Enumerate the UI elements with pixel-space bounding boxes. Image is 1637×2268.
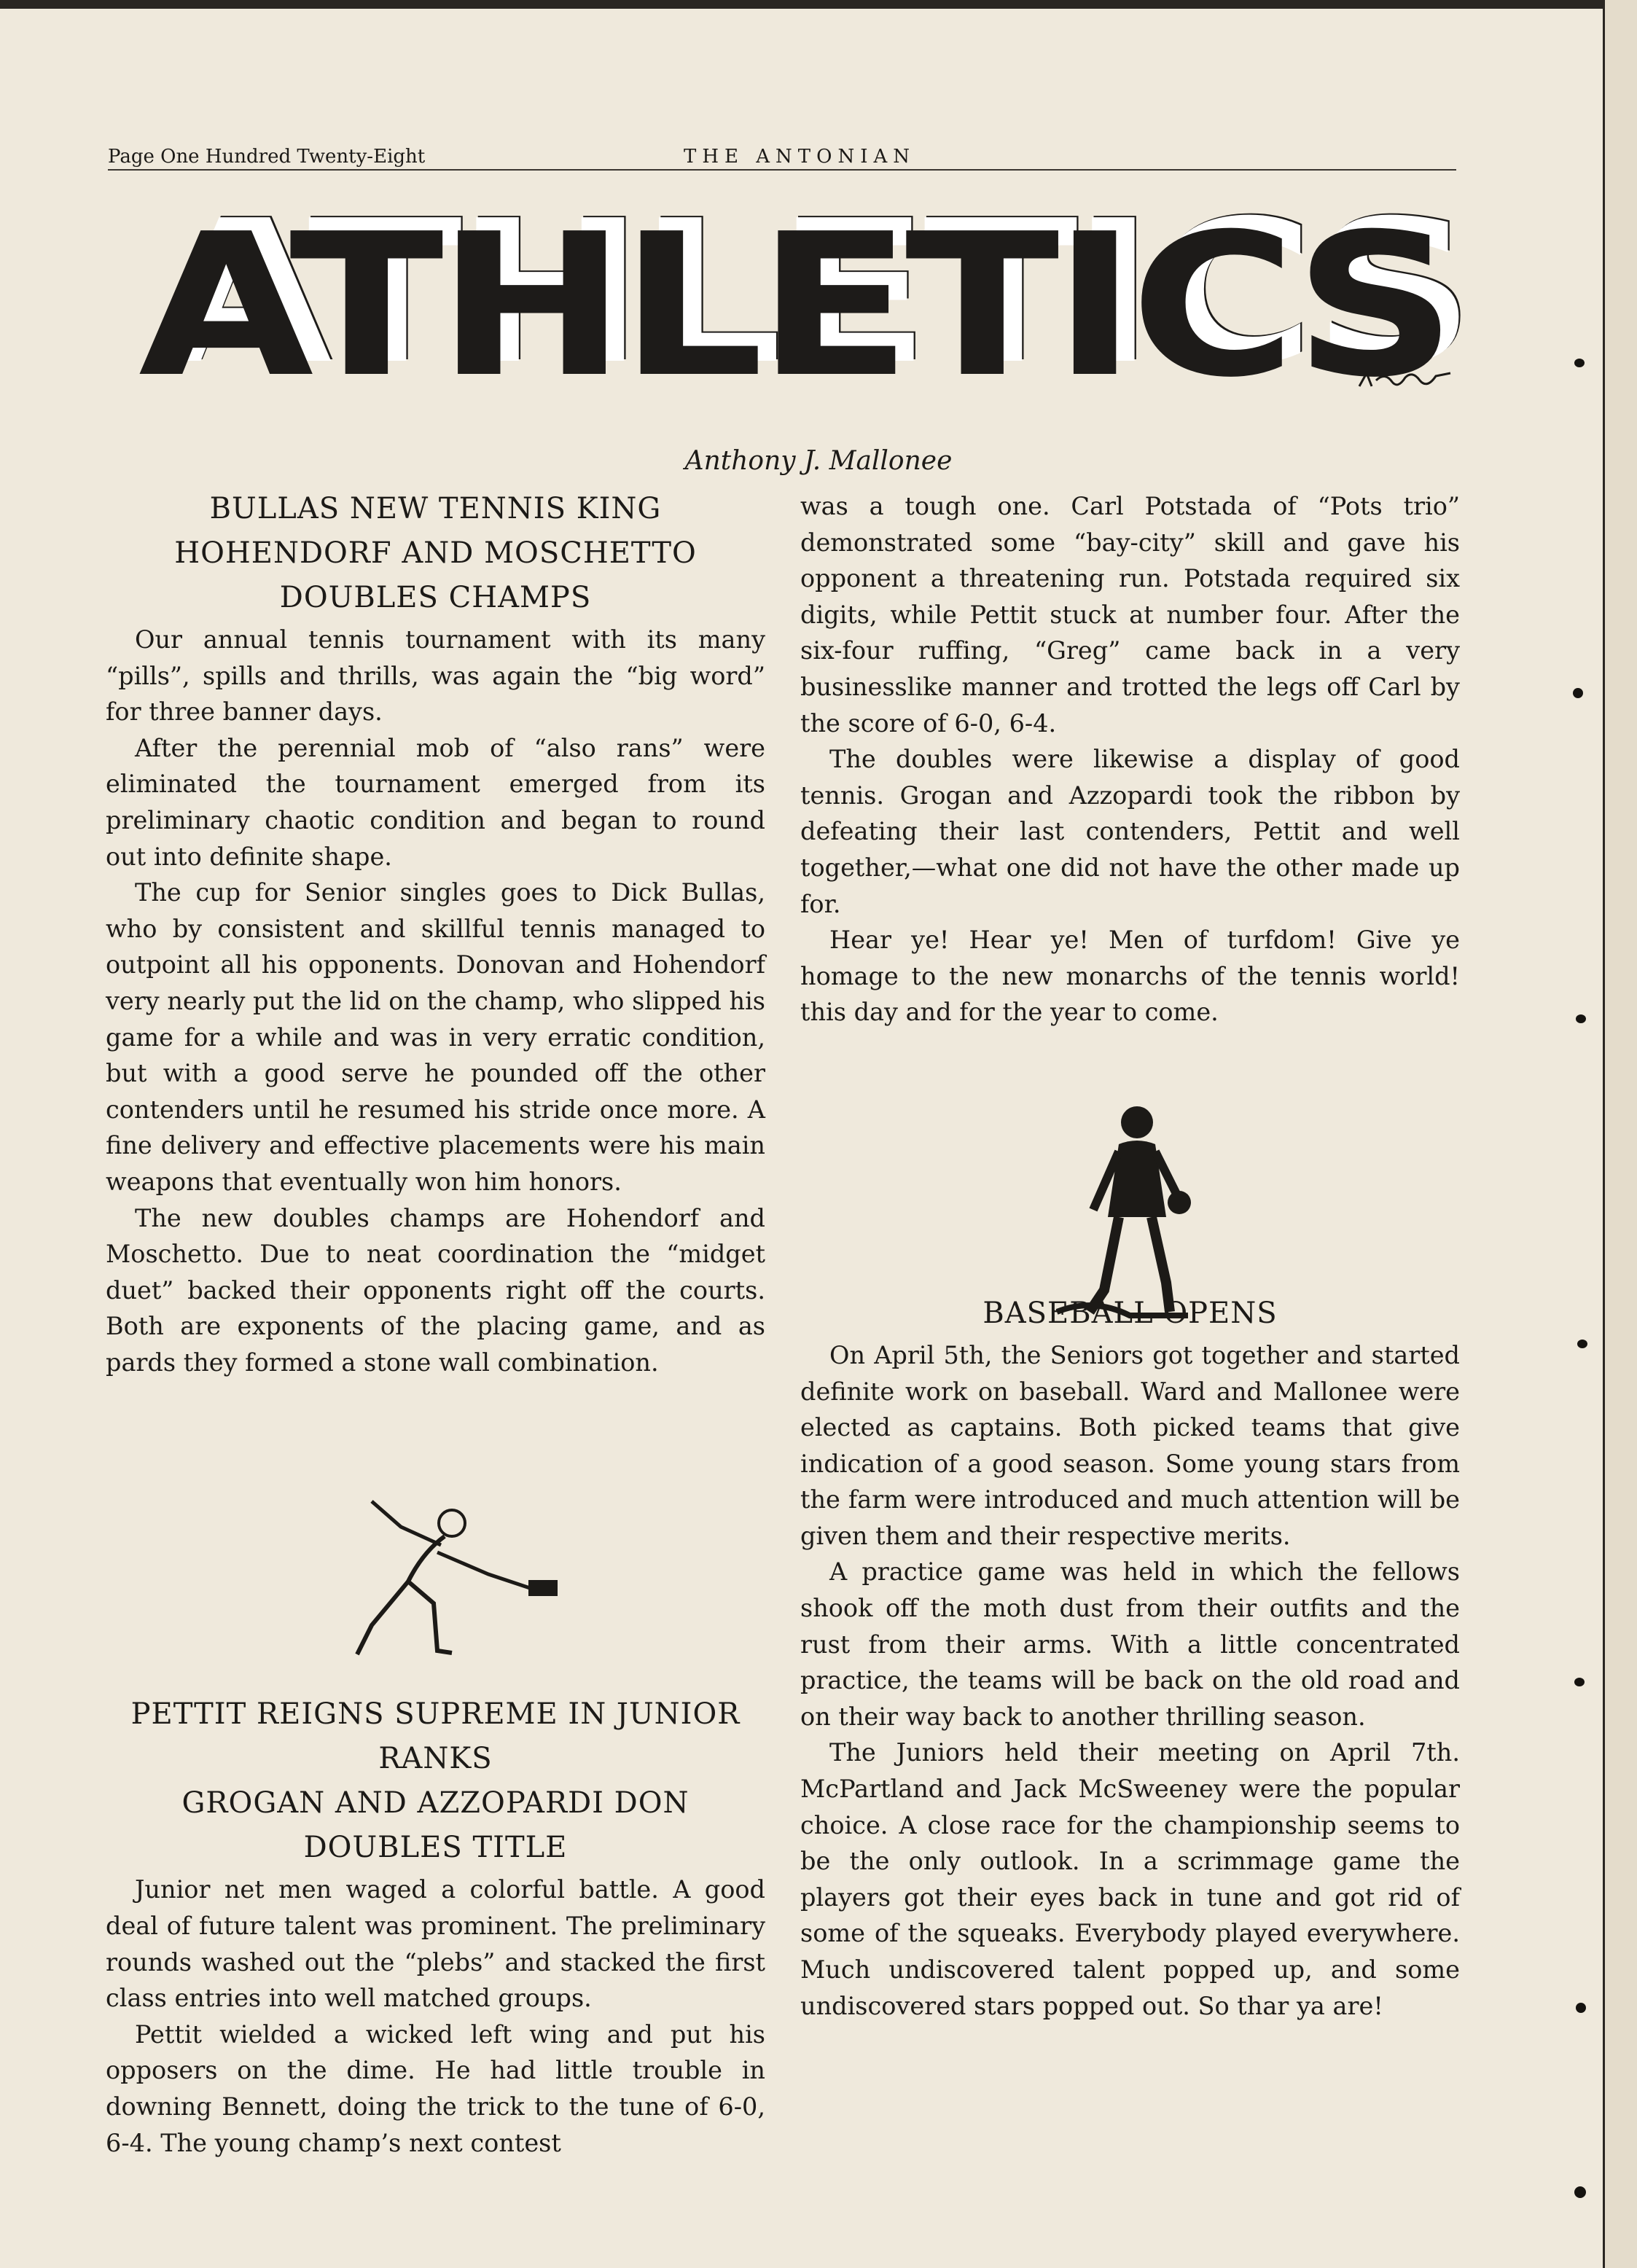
- left-column: [106, 488, 765, 2161]
- page-title: ATHLETICS: [138, 191, 1450, 421]
- tennis-heading-line: DOUBLES CHAMPS: [279, 581, 592, 614]
- junior-continued-paragraph: Hear ye! Hear ye! Men of turfdom! Give ye homage to the new monarchs of the tennis world! this day and for the year to come.: [800, 926, 1460, 1027]
- page-number-label: Page One Hundred Twenty-Eight: [108, 146, 426, 168]
- scan-speck: [1574, 359, 1585, 367]
- tennis-heading-line: BULLAS NEW TENNIS KING: [209, 492, 662, 525]
- baseball-player-illustration: [1050, 1093, 1224, 1326]
- page-top-edge: [0, 0, 1637, 9]
- baseball-paragraph: On April 5th, the Seniors got together and started definite work on baseball. Ward and Mallonee were elected as captains. Both picked teams that give indication of a good season. Some young stars from the farm were introduced and much attention will be given them and their respective merits.: [800, 1340, 1460, 1550]
- junior-continued-paragraph: was a tough one. Carl Potstada of “Pots trio” demonstrated some “bay-city” skill and gave his opponent a threatening run. Potstada required six digits, while Pettit stuck at number four. After the six-four ruffing, “Greg” came back in a very businesslike manner and trotted the legs off Carl by the score of 6-0, 6-4.: [800, 492, 1460, 738]
- baseball-paragraph: The Juniors held their meeting on April 7th. McPartland and Jack McSweeney were the popular choice. A close race for the championship seems to be the only outlook. In a scrimmage game the players got their eyes back in tune and got rid of some of the squeaks. Everybody played everywhere. Much undiscovered talent popped up, and some undiscovered stars popped out. So thar ya are!: [800, 1738, 1460, 2020]
- scan-speck: [1576, 2003, 1586, 2013]
- junior-heading: [106, 1694, 765, 1869]
- athletics-title-art: [138, 189, 1494, 430]
- junior-heading-line: DOUBLES TITLE: [303, 1831, 568, 1865]
- junior-continued-paragraph: The doubles were likewise a display of good tennis. Grogan and Azzopardi took the ribbon by defeating their last contenders, Pettit and well together,—what one did not have the other made up for.: [800, 745, 1460, 918]
- tennis-paragraph: After the perennial mob of “also rans” were eliminated the tournament emerged from its preliminary chaotic condition and began to round out into definite shape.: [106, 733, 765, 871]
- tennis-paragraph: The cup for Senior singles goes to Dick Bullas, who by consistent and skillful tennis managed to outpoint all his opponents. Donovan and Hohendorf very nearly put the lid on the champ, who slipped his game for a while and was in very erratic condition, but with a good serve he pounded off the other contenders until he resumed his stride once more. A fine delivery and effective placements were his main weapons that eventually won him honors.: [106, 878, 765, 1196]
- junior-paragraph: Pettit wielded a wicked left wing and put his opposers on the dime. He had little trouble in downing Bennett, doing the trick to the tune of 6-0, 6-4. The young champ’s next contest: [106, 2019, 765, 2157]
- scan-speck: [1577, 1340, 1587, 1348]
- baseball-heading: BASEBALL OPENS: [982, 1296, 1278, 1330]
- tennis-heading-line: HOHENDORF AND MOSCHETTO: [174, 536, 697, 570]
- running-head: [108, 146, 1456, 171]
- scan-speck: [1573, 688, 1583, 698]
- artist-signature: [1356, 364, 1458, 394]
- junior-heading-line: GROGAN AND AZZOPARDI DON: [181, 1786, 689, 1821]
- tennis-player-illustration: [313, 1494, 590, 1662]
- baseball-paragraph: A practice game was held in which the fellows shook off the moth dust from their outfits and the rust from their arms. With a little concentrated practice, the teams will be back on the old road and on their way back to another thrilling season.: [800, 1557, 1460, 1731]
- tennis-paragraph: The new doubles champs are Hohendorf and Moschetto. Due to neat coordination the “midget duet” backed their opponents right off the courts. Both are exponents of the placing game, and as pards they formed a stone wall combination.: [106, 1203, 765, 1377]
- header-rule: [108, 169, 1456, 171]
- scan-speck: [1576, 1014, 1586, 1023]
- publication-title: THE ANTONIAN: [684, 146, 915, 168]
- scan-speck: [1574, 2186, 1586, 2198]
- tennis-heading: [106, 488, 765, 619]
- scan-speck: [1574, 1678, 1585, 1686]
- junior-heading-line: RANKS: [378, 1742, 493, 1776]
- junior-paragraph: Junior net men waged a colorful battle. A good deal of future talent was prominent. The preliminary rounds washed out the “plebs” and stacked the first class entries into well matched groups.: [106, 1875, 765, 2013]
- tennis-paragraph: Our annual tennis tournament with its many “pills”, spills and thrills, was again the “big word” for three banner days.: [106, 625, 765, 727]
- junior-heading-line: PETTIT REIGNS SUPREME IN JUNIOR: [130, 1697, 741, 1732]
- author-byline: Anthony J. Mallonee: [684, 446, 953, 476]
